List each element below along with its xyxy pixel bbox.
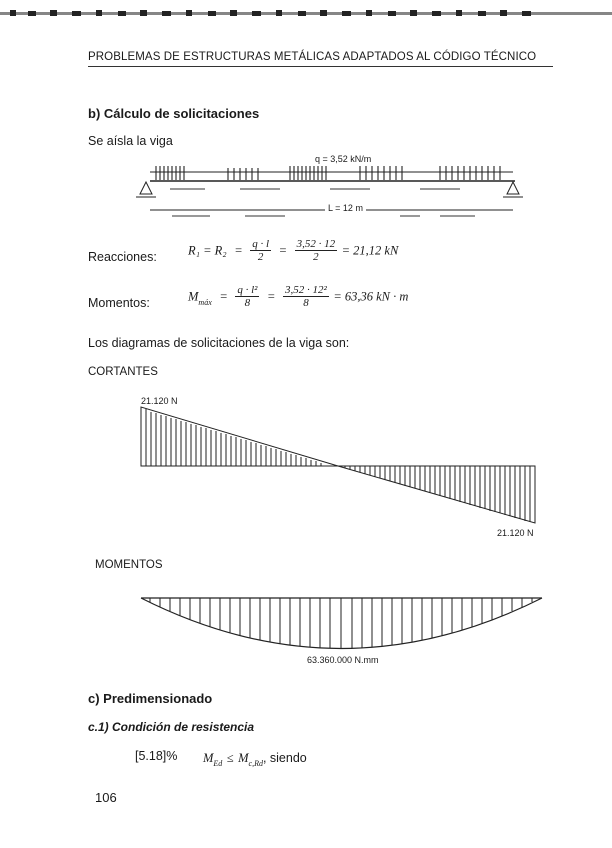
moment-max-value: 63.360.000 N.mm [307,655,379,665]
reactions-formula: R₁ = R₂ = $\frac{q \cdot l}{2}$ = $\frac{3,52 \cdot 12}{2}$ = 21,12 kN [188,238,399,263]
moments-lhs: M [188,289,199,304]
shear-top-value: 21.120 N [141,396,178,406]
section-c-heading: c) Predimensionado [88,691,213,706]
length-label: L = 12 m [325,203,366,213]
moments-fraction-1: $\frac{\text{q · l²}}{8}$ [237,284,258,309]
shear-bottom-value: 21.120 N [497,528,534,538]
reactions-lhs: R₁ = R₂ [188,243,227,258]
reactions-fraction-2: $\frac{3,52 \cdot 12}{2}$ [296,238,336,263]
shear-title: CORTANTES [88,366,158,378]
moments-result: = 63,36 kN · m [333,289,409,304]
moment-hatch [150,598,532,648]
reactions-fraction-1: $\frac{q \cdot l}{2}$ [252,238,270,263]
reactions-result: = 21,12 kN [341,243,399,258]
page-header: PROBLEMAS DE ESTRUCTURAS METÁLICAS ADAPTADOS AL CÓDIGO TÉCNICO [88,51,537,63]
equation-reference: [5.18]% [135,749,178,763]
section-c1-heading: c.1) Condición de resistencia [88,720,255,734]
beam-intro: Se aísla la viga [88,134,173,148]
page-number: 106 [95,790,117,805]
moments-fraction-2: $\frac{\text{3,52 · 12²}}{8}$ [285,284,327,309]
moments-formula: $M_{máx}$ = $\frac{\text{q · l²}}{8}$ = $\frac{\text{3,52 · 12²}}{8}$ = 63,36 kN · m [188,284,409,309]
resistance-condition: $M_{Ed} \le M_{c,Rd}$, siendo [203,751,307,769]
reactions-label: Reacciones: [88,250,157,264]
diagrams-intro: Los diagramas de solicitaciones de la viga son: [88,336,350,350]
moment-title: MOMENTOS [95,559,163,571]
moments-label: Momentos: [88,296,150,310]
load-label: q = 3,52 kN/m [315,154,372,164]
section-b-heading: b) Cálculo de solicitaciones [88,106,260,121]
